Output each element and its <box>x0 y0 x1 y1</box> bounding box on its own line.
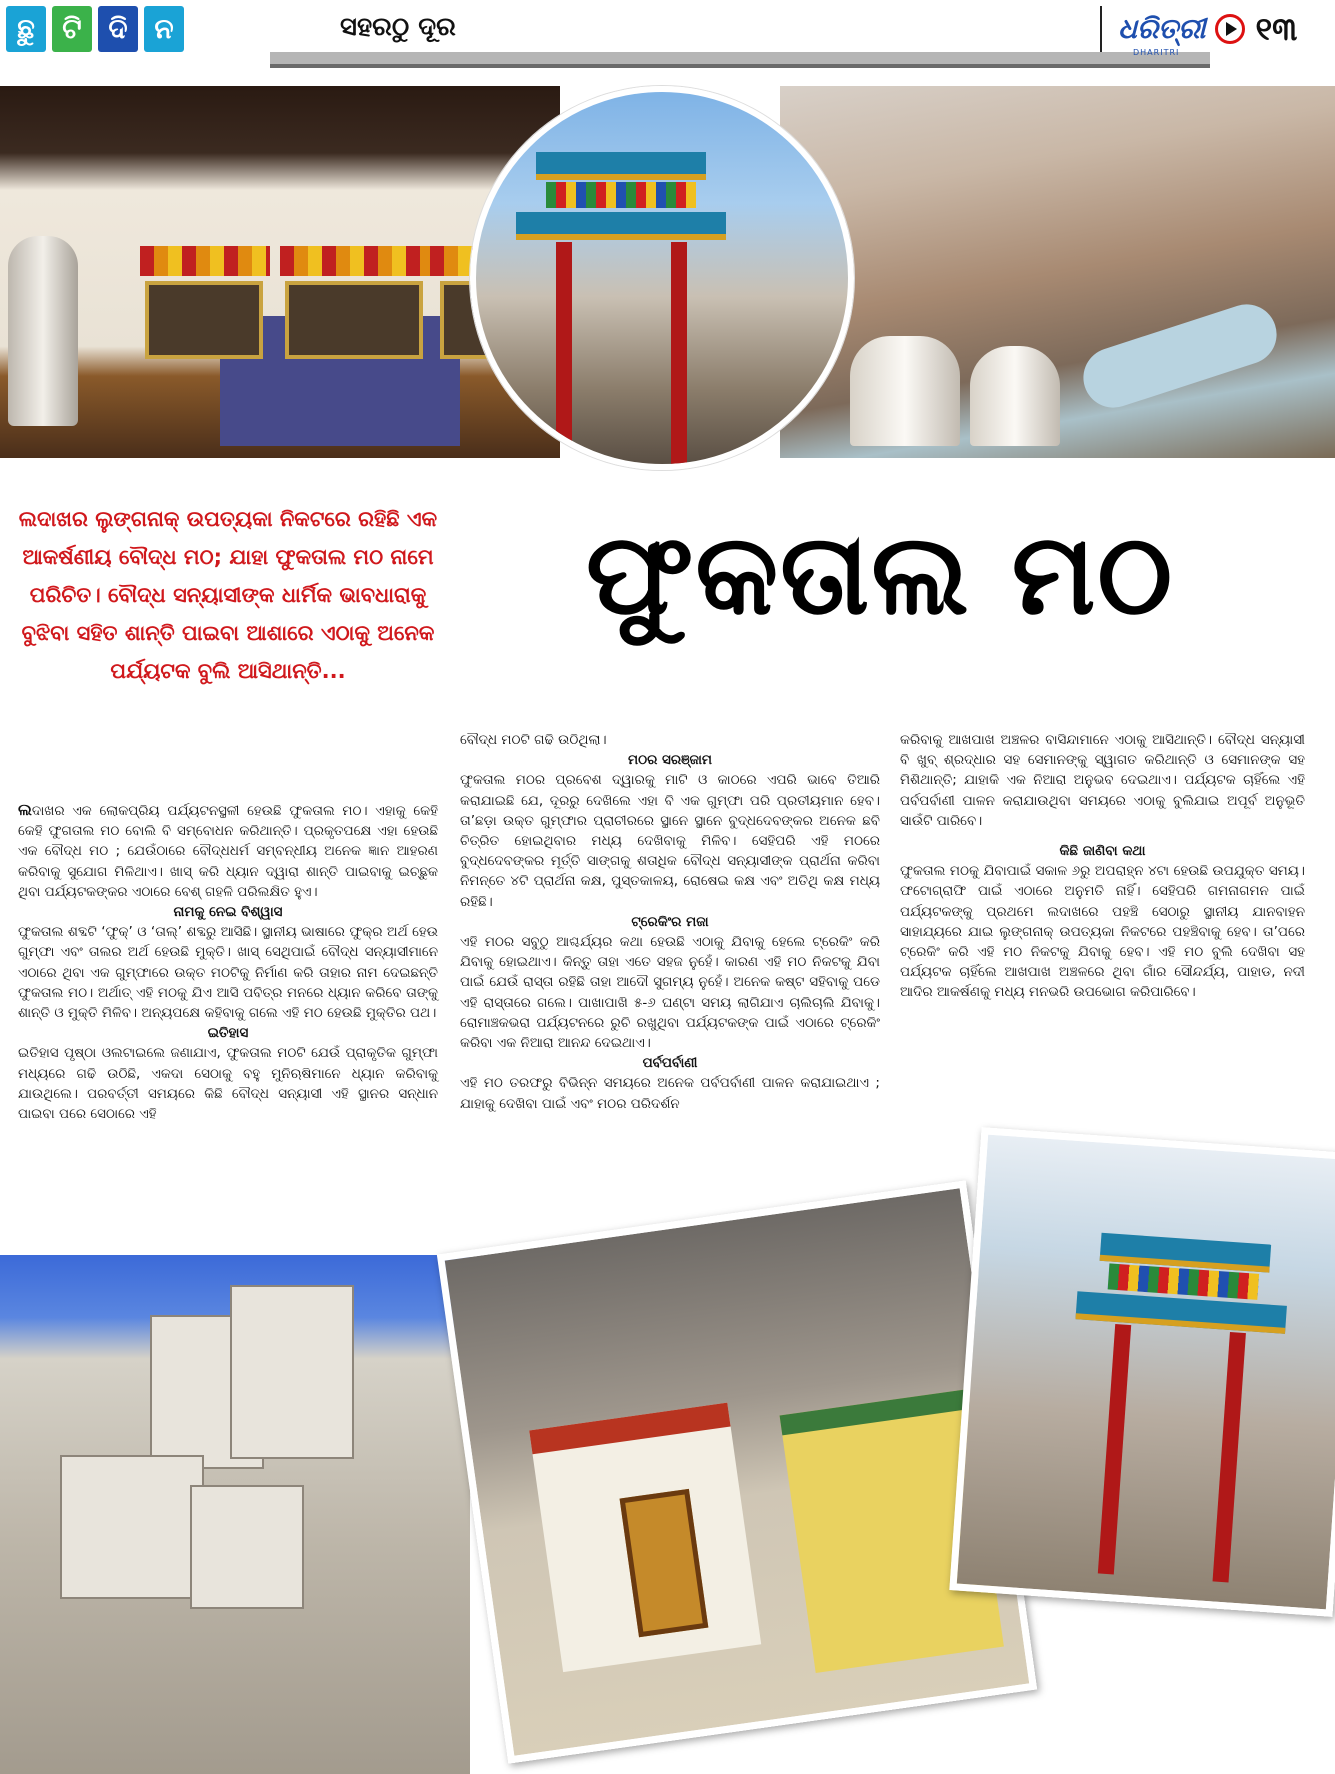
courtyard-photo <box>437 1180 1037 1763</box>
article-column-1 <box>18 800 438 1124</box>
header-rule <box>270 52 1210 64</box>
paragraph: କରିବାକୁ ଆଖପାଖ ଅଞ୍ଚଳର ବାସିନ୍ଦାମାନେ ଏଠାକୁ ଆସିଥାନ୍ତି। ବୌଦ୍ଧ ସନ୍ୟାସୀ ବି ଖୁବ୍ ଶ୍ରଦ୍ଧାର ସହ ସେମାନଙ୍କୁ ସ୍ୱାଗତ କରିଥାନ୍ତି ଓ ସେମାନଙ୍କ ସହ ମିଶିଥାନ୍ତି; ଯାହାକି ଏକ ନିଆରା ଅନୁଭବ ଦେଇଥାଏ। ପର୍ଯ୍ୟଟକ ଚାହିଁଲେ ଏହି ପର୍ବପର୍ବାଣୀ ପାଳନ କରାଯାଉଥିବା ସମୟରେ ଏଠାକୁ ବୁଲିଯାଇ ଅପୂର୍ବ ଅନୁଭୂତି ସାଉଁଟି ପାରିବେ। <box>900 732 1305 829</box>
paragraph: ଏହି ମଠର ସବୁଠୁ ଆଶ୍ଚର୍ଯ୍ୟର କଥା ହେଉଛି ଏଠାକୁ ଯିବାକୁ ହେଲେ ଟ୍ରେକିଂ କରି ଯିବାକୁ ହୋଇଥାଏ। କିନ୍ତୁ ତାହା ଏତେ ସହଜ ନୁହେଁ। କାରଣ ଏହି ମଠ ନିକଟକୁ ଯିବା ପାଇଁ ଯେଉଁ ରାସ୍ତା ରହିଛି ତାହା ଆଦୌ ସୁଗମ୍ୟ ନୁହେଁ। ଅନେକ କଷ୍ଟ ସହିବାକୁ ପଡେ ଏହି ରାସ୍ତାରେ ଗଲେ। ପାଖାପାଖି ୫-୬ ଘଣ୍ଟା ସମୟ ଲାଗିଯାଏ ଚାଲିଚାଲି ଯିବାକୁ। ରୋମାଞ୍ଚକଭରା ପର୍ଯ୍ୟଟନରେ ରୁଚି ରଖୁଥିବା ପର୍ଯ୍ୟଟକଙ୍କ ପାଇଁ ଏଠାରେ ଟ୍ରେକିଂ କରିବା ଏକ ନିଆରା ଆନନ୍ଦ ଦେଇଥାଏ। <box>460 934 880 1052</box>
page-header <box>0 0 1335 78</box>
brand-subtitle: DHARITRI <box>1133 48 1180 57</box>
masthead <box>6 6 184 52</box>
paragraph: ଇତିହାସ ପୃଷ୍ଠା ଓଲଟାଇଲେ ଜଣାଯାଏ, ଫୁକତାଲ ମଠଟି ଯେଉଁ ପ୍ରାକୃତିକ ଗୁମ୍ଫା ମଧ୍ୟରେ ଗଢି ଉଠିଛି, ଏକଦା ସେଠାକୁ ବହୁ ମୁନିଋଷିମାନେ ଧ୍ୟାନ କରିବାକୁ ଯାଉଥିଲେ। ପରବର୍ତ୍ତୀ ସମୟରେ କିଛି ବୌଦ୍ଧ ସନ୍ୟାସୀ ଏହି ସ୍ଥାନର ସନ୍ଧାନ ପାଇବା ପରେ ସେଠାରେ ଏହି <box>18 1045 438 1123</box>
paragraph: ଫୁକତାଲ ମଠକୁ ଯିବାପାଇଁ ସକାଳ ୬ରୁ ଅପରାହ୍ନ ୪ଟା ହେଉଛି ଉପଯୁକ୍ତ ସମୟ। ଫଟୋଗ୍ରାଫି ପାଇଁ ଏଠାରେ ଅନୁମତି ନାହିଁ। ସେହିପରି ଗମନାଗମନ ପାଇଁ ପର୍ଯ୍ୟଟକଙ୍କୁ ପ୍ରଥମେ ଲଦାଖରେ ପହଞ୍ଚି ସେଠାରୁ ସ୍ଥାନୀୟ ଯାନବାହନ ସାହାଯ୍ୟରେ ଯାଇ ଲୁଙ୍ଗନାକ୍ ଉପତ୍ୟକା ନିକଟରେ ପହଞ୍ଚିବାକୁ ହେବ। ତା’ପରେ ଟ୍ରେକିଂ କରି ଏହି ମଠ ନିକଟକୁ ଯିବାକୁ ହେବ। ଏହି ମଠ ବୁଲି ଦେଖିବା ସହ ପର୍ଯ୍ୟଟକ ଚାହିଁଲେ ଆଖପାଖ ଅଞ୍ଚଳରେ ଥିବା ଗାଁର ସୌନ୍ଦର୍ଯ୍ୟ, ପାହାଡ, ନଦୀ ଆଦିର ଆକର୍ଷଣକୁ ମଧ୍ୟ ମନଭରି ଉପଭୋଗ କରିପାରିବେ। <box>900 863 1305 1001</box>
lead-paragraph: ଲଦାଖର ଲୁଙ୍ଗନାକ୍ ଉପତ୍ୟକା ନିକଟରେ ରହିଛି ଏକ ଆକର୍ଷଣୀୟ ବୌଦ୍ଧ ମଠ; ଯାହା ଫୁକତାଲ ମଠ ନାମେ ପରିଚିତ। ବୌଦ୍ଧ ସନ୍ୟାସୀଙ୍କ ଧାର୍ମିକ ଭାବଧାରାକୁ ବୁଝିବା ସହିତ ଶାନ୍ତି ପାଇବା ଆଶାରେ ଏଠାକୁ ଅନେକ ପର୍ଯ୍ୟଟକ ବୁଲି ଆସିଥାନ୍ତି... <box>18 507 438 683</box>
subheading: କିଛି ଜାଣିବା କଥା <box>1059 843 1146 860</box>
cliff-monastery-photo <box>0 1255 470 1774</box>
paragraph: ଫୁକତାଲ ମଠର ପ୍ରବେଶ ଦ୍ୱାରକୁ ମାଟି ଓ କାଠରେ ଏପରି ଭାବେ ତିଆରି କରାଯାଇଛି ଯେ, ଦୂରରୁ ଦେଖିଲେ ଏହା ବି ଏକ ଗୁମ୍ଫା ପରି ପ୍ରତୀୟମାନ ହେବ। ତା’ଛଡ଼ା ଉକ୍ତ ଗୁମ୍ଫାର ପ୍ରାଚୀରରେ ସ୍ଥାନେ ସ୍ଥାନେ ବୁଦ୍ଧଦେବଙ୍କର ଅନେକ ଛବି ଚିତ୍ରିତ ହୋଇଥିବାର ମଧ୍ୟ ଦେଖିବାକୁ ମିଳିବ। ସେହିପରି ଏହି ମଠରେ ବୁଦ୍ଧଦେବଙ୍କର ମୂର୍ତ୍ତି ସାଙ୍ଗକୁ ଶତାଧିକ ବୌଦ୍ଧ ସନ୍ୟାସୀଙ୍କ ପ୍ରାର୍ଥନା କରିବା ନିମନ୍ତେ ୪ଟି ପ୍ରାର୍ଥନା କକ୍ଷ, ପୁସ୍ତକାଳୟ, ରୋଷେଇ କକ୍ଷ ଏବଂ ଅତିଥି କକ୍ଷ ମଧ୍ୟ ରହିଛି। <box>460 772 880 910</box>
paragraph: ଏହି ମଠ ତରଫରୁ ବିଭିନ୍ନ ସମୟରେ ଅନେକ ପର୍ବପର୍ବାଣୀ ପାଳନ କରାଯାଇଥାଏ ; ଯାହାକୁ ଦେଖିବା ପାଇଁ ଏବଂ ମଠର ପରିଦର୍ଶନ <box>460 1075 880 1112</box>
masthead-letter-1: ଛୁ <box>6 6 46 52</box>
article-column-3 <box>900 730 1305 1003</box>
article-column-2 <box>460 730 880 1114</box>
drop-cap: ଲ <box>18 800 32 819</box>
headline: ଫୁକତାଲ ମଠ <box>585 510 1175 640</box>
brand-divider <box>1100 6 1102 52</box>
subheading: ନାମକୁ ନେଇ ବିଶ୍ୱାସ <box>173 904 283 921</box>
play-icon <box>1215 14 1245 44</box>
header-rule-dark <box>270 64 1210 68</box>
subheading: ପର୍ବପର୍ବାଣୀ <box>642 1055 698 1072</box>
subheading: ଟ୍ରେକିଂର ମଜା <box>631 913 709 930</box>
subheading: ଇତିହାସ <box>207 1025 249 1042</box>
brand-logo: ଧରିତ୍ରୀ <box>1118 12 1206 45</box>
paragraph <box>18 800 438 902</box>
masthead-letter-3: ଦି <box>98 6 138 52</box>
gate-photo <box>949 1127 1335 1617</box>
masthead-letter-2: ଟି <box>52 6 92 52</box>
page-number: ୧୩ <box>1255 9 1298 48</box>
brand <box>1100 6 1297 52</box>
valley-river-photo <box>780 86 1335 458</box>
subheading: ମଠର ସରଞ୍ଜାମ <box>628 752 712 769</box>
paragraph: ବୌଦ୍ଧ ମଠଟି ଗଢି ଉଠିଥିଲା। <box>460 732 607 748</box>
masthead-letter-4: ନ <box>144 6 184 52</box>
gate-circle-photo <box>470 86 854 470</box>
section-label: ସହରଠୁ ଦୂର <box>340 12 456 42</box>
paragraph: ଫୁକତାଲ ଶବ୍ଦଟି ‘ଫୁକ୍’ ଓ ‘ତାଲ୍’ ଶବ୍ଦରୁ ଆସିଛି। ସ୍ଥାନୀୟ ଭାଷାରେ ଫୁକ୍ର ଅର୍ଥ ହେଉ ଗୁମ୍ଫା ଏବଂ ତାଲର ଅର୍ଥ ହେଉଛି ମୁକ୍ତି। ଖାସ୍ ସେଥିପାଇଁ ବୌଦ୍ଧ ସନ୍ୟାସୀମାନେ ଏଠାରେ ଥିବା ଏକ ଗୁମ୍ଫାରେ ଉକ୍ତ ମଠଟିକୁ ନିର୍ମାଣ କରି ତାହାର ନାମ ଦେଇଛନ୍ତି ଫୁକତାଲ ମଠ। ଅର୍ଥାତ୍ ଏହି ମଠକୁ ଯିଏ ଆସି ପବିତ୍ର ମନରେ ଧ୍ୟାନ କରିବେ ତାଙ୍କୁ ଶାନ୍ତି ଓ ମୁକ୍ତି ମିଳିବ। ଅନ୍ୟପକ୍ଷେ କହିବାକୁ ଗଲେ ଏହି ମଠ ହେଉଛି ମୁକ୍ତିର ପଥ। <box>18 924 438 1022</box>
paragraph-text: ଦାଖର ଏକ ଲୋକପ୍ରିୟ ପର୍ଯ୍ୟଟନସ୍ଥଳୀ ହେଉଛି ଫୁକତାଲ ମଠ। ଏହାକୁ କେହି କେହି ଫୁଗତାଲ ମଠ ବୋଲି ବି ସମ୍ବୋଧନ କରିଥାନ୍ତି। ପ୍ରକୃତପକ୍ଷେ ଏହା ହେଉଛି ଏକ ବୌଦ୍ଧ ମଠ ; ଯେଉଁଠାରେ ବୌଦ୍ଧଧର୍ମ ସମ୍ବନ୍ଧୀୟ ଅନେକ ଜ୍ଞାନ ଆହରଣ କରିବାକୁ ସୁଯୋଗ ମିଳିଥାଏ। ଖାସ୍ କରି ଧ୍ୟାନ ଦ୍ୱାରା ଶାନ୍ତି ପାଇବାକୁ ଇଚ୍ଛୁକ ଥିବା ପର୍ଯ୍ୟଟକଙ୍କର ଏଠାରେ ବେଶ୍ ଗହଳି ପରିଲକ୍ଷିତ ହୁଏ। <box>18 803 438 900</box>
